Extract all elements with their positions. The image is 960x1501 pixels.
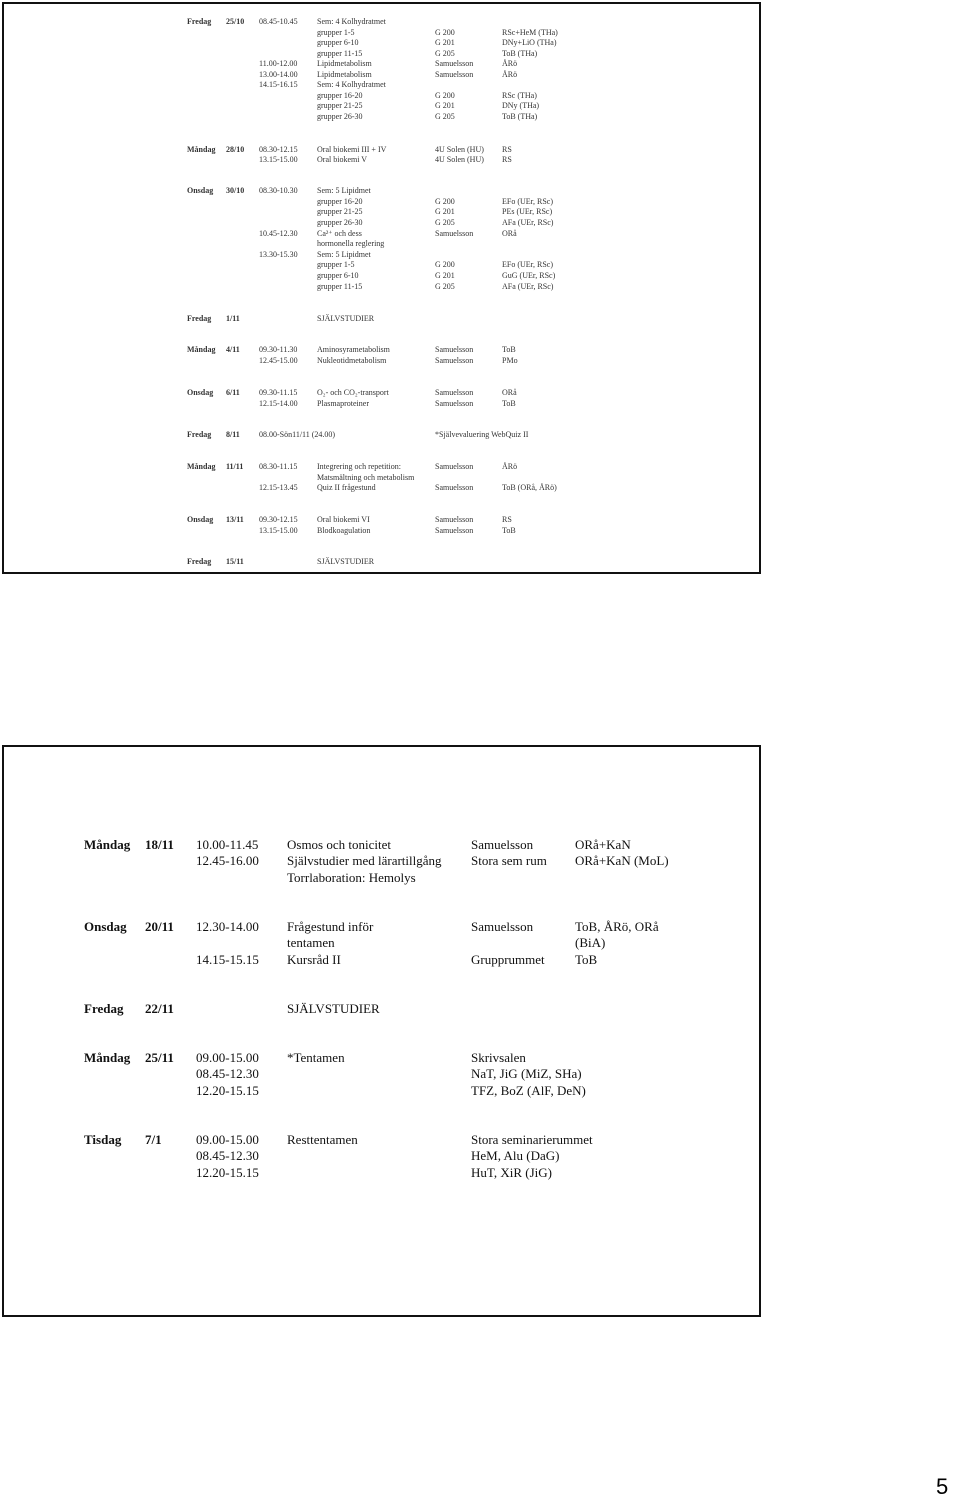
teacher-label: DNy+LiO (THa)	[502, 38, 557, 47]
activity-label: SJÄLVSTUDIER	[287, 1001, 380, 1016]
teacher-label: GuG (UEr, RSc)	[502, 271, 556, 280]
schedule-row	[4, 145, 759, 155]
room-label: HuT, XiR (JiG)	[471, 1165, 553, 1180]
room-label: TFZ, BoZ (AlF, DeN)	[471, 1083, 586, 1098]
activity-label: Torrlaboration: Hemolys	[287, 870, 416, 885]
teacher-label: ORå	[502, 388, 517, 397]
time-label: 08.45-10.45	[259, 17, 298, 26]
schedule-row	[4, 483, 759, 493]
teacher-label: ÅRö	[502, 59, 518, 68]
time-label: 12.20-15.15	[196, 1165, 259, 1180]
teacher-label: EFo (UEr, RSc)	[502, 197, 554, 206]
schedule-row	[4, 80, 759, 90]
schedule-row	[4, 557, 759, 567]
schedule-row	[4, 345, 759, 355]
schedule-row	[4, 260, 759, 270]
schedule-row	[4, 250, 759, 260]
day-label: Måndag	[187, 462, 216, 471]
room-label: Samuelsson	[435, 70, 474, 79]
day-label: Måndag	[187, 345, 216, 354]
schedule-slide-bottom	[2, 745, 761, 1317]
room-label: G 201	[435, 38, 455, 47]
teacher-label: (BiA)	[575, 935, 606, 950]
room-label: Samuelsson	[435, 345, 474, 354]
day-label: Måndag	[187, 145, 216, 154]
teacher-label: RS	[502, 145, 512, 154]
room-label: 4U Solen (HU)	[435, 155, 484, 164]
day-label: Måndag	[84, 837, 131, 852]
schedule-row	[4, 218, 759, 228]
schedule-row	[4, 1001, 759, 1017]
time-label: 13.30-15.30	[259, 250, 298, 259]
schedule-row	[4, 17, 759, 27]
date-label: 22/11	[145, 1001, 174, 1016]
room-label: Samuelsson	[435, 356, 474, 365]
time-label: 09.00-15.00	[196, 1050, 259, 1065]
time-label: 13.00-14.00	[259, 70, 298, 79]
schedule-row	[4, 837, 759, 853]
teacher-label: AFa (UEr, RSc)	[502, 218, 554, 227]
day-label: Fredag	[187, 314, 212, 323]
teacher-label: PEs (UEr, RSc)	[502, 207, 553, 216]
date-label: 20/11	[145, 919, 174, 934]
schedule-row	[4, 388, 759, 398]
date-label: 6/11	[226, 388, 240, 397]
activity-label: Sem: 4 Kolhydratmet	[317, 80, 386, 89]
time-label: 09.00-15.00	[196, 1132, 259, 1147]
room-label: G 200	[435, 28, 455, 37]
date-label: 15/11	[226, 557, 244, 566]
activity-label: Sem: 5 Lipidmet	[317, 250, 371, 259]
teacher-label: RS	[502, 515, 512, 524]
schedule-row	[4, 207, 759, 217]
date-label: 1/11	[226, 314, 240, 323]
room-label: G 200	[435, 260, 455, 269]
teacher-label: EFo (UEr, RSc)	[502, 260, 554, 269]
date-label: 18/11	[145, 837, 174, 852]
date-label: 25/10	[226, 17, 245, 26]
activity-label: Plasmaproteiner	[317, 399, 369, 408]
day-label: Onsdag	[187, 388, 214, 397]
time-label: 12.45-15.00	[259, 356, 298, 365]
activity-label: hormonella reglering	[317, 239, 385, 248]
schedule-row	[4, 59, 759, 69]
teacher-label: ORå	[502, 229, 517, 238]
time-label: 09.30-11.30	[259, 345, 298, 354]
schedule-row	[4, 239, 759, 249]
schedule-row	[4, 112, 759, 122]
day-label: Fredag	[84, 1001, 124, 1016]
schedule-row	[4, 952, 759, 968]
date-label: 4/11	[226, 345, 240, 354]
activity-label: O₂- och CO₂-transport	[317, 388, 389, 397]
schedule-row	[4, 197, 759, 207]
room-label: G 200	[435, 91, 455, 100]
time-label: 09.30-11.15	[259, 388, 298, 397]
room-label: Samuelsson	[435, 526, 474, 535]
time-label: 10.45-12.30	[259, 229, 298, 238]
teacher-label: RS	[502, 155, 512, 164]
day-label: Tisdag	[84, 1132, 122, 1147]
activity-label: Aminosyrametabolism	[317, 345, 390, 354]
time-label: 12.15-13.45	[259, 483, 298, 492]
room-label: HeM, Alu (DaG)	[471, 1148, 560, 1163]
schedule-row	[4, 1066, 759, 1082]
time-label: 12.20-15.15	[196, 1083, 259, 1098]
day-label: Fredag	[187, 430, 212, 439]
time-label: 13.15-15.00	[259, 526, 298, 535]
activity-label: Resttentamen	[287, 1132, 358, 1147]
day-label: Onsdag	[84, 919, 127, 934]
schedule-row	[4, 853, 759, 869]
date-label: 25/11	[145, 1050, 174, 1065]
schedule-row	[4, 229, 759, 239]
schedule-row	[4, 919, 759, 935]
schedule-row	[4, 870, 759, 886]
day-label: Fredag	[187, 557, 212, 566]
time-label: 12.45-16.00	[196, 853, 259, 868]
activity-label: Sem: 5 Lipidmet	[317, 186, 371, 195]
activity-label: Självstudier med lärartillgång	[287, 853, 442, 868]
activity-label: Matsmältning och metabolism	[317, 473, 415, 482]
room-label: G 200	[435, 197, 455, 206]
time-label: 12.15-14.00	[259, 399, 298, 408]
room-label: *Självevaluering WebQuiz II	[435, 430, 529, 439]
activity-label: grupper 21-25	[317, 207, 363, 216]
teacher-label: ToB	[502, 399, 516, 408]
schedule-row	[4, 101, 759, 111]
room-label: Samuelsson	[435, 388, 474, 397]
time-label: 08.30-12.15	[259, 145, 298, 154]
time-label: 14.15-16.15	[259, 80, 298, 89]
activity-label: grupper 6-10	[317, 38, 359, 47]
activity-label: grupper 11-15	[317, 49, 363, 58]
activity-label: grupper 1-5	[317, 260, 355, 269]
day-label: Fredag	[187, 17, 212, 26]
activity-label: grupper 1-5	[317, 28, 355, 37]
room-label: Samuelsson	[471, 919, 534, 934]
day-label: Måndag	[84, 1050, 131, 1065]
page-number: 5	[936, 1474, 949, 1499]
teacher-label: ToB (THa)	[502, 49, 538, 58]
activity-label: tentamen	[287, 935, 335, 950]
activity-label: grupper 21-25	[317, 101, 363, 110]
teacher-label: ToB	[502, 526, 516, 535]
time-label: 08.45-12.30	[196, 1148, 259, 1163]
activity-label: grupper 16-20	[317, 197, 363, 206]
date-label: 28/10	[226, 145, 245, 154]
activity-label: *Tentamen	[287, 1050, 345, 1065]
schedule-row	[4, 935, 759, 951]
activity-label: Quiz II frågestund	[317, 483, 376, 492]
activity-label: Oral biokemi VI	[317, 515, 370, 524]
room-label: Samuelsson	[435, 462, 474, 471]
teacher-label: ToB	[575, 952, 598, 967]
schedule-row	[4, 38, 759, 48]
schedule-row	[4, 1165, 759, 1181]
schedule-slide-top	[2, 2, 761, 574]
date-label: 7/1	[145, 1132, 162, 1147]
room-label: Samuelsson	[435, 515, 474, 524]
schedule-row	[4, 271, 759, 281]
room-label: G 205	[435, 49, 455, 58]
time-label: 08.45-12.30	[196, 1066, 259, 1081]
room-label: 4U Solen (HU)	[435, 145, 484, 154]
date-label: 11/11	[226, 462, 244, 471]
room-label: G 201	[435, 207, 455, 216]
activity-label: Oral biokemi III + IV	[317, 145, 387, 154]
schedule-row	[4, 1083, 759, 1099]
activity-label: Ca²⁺ och dess	[317, 229, 362, 238]
teacher-label: ToB, ÅRö, ORå	[575, 919, 659, 934]
time-label: 09.30-12.15	[259, 515, 298, 524]
schedule-row	[4, 1050, 759, 1066]
date-label: 13/11	[226, 515, 244, 524]
room-label: NaT, JiG (MiZ, SHa)	[471, 1066, 582, 1081]
teacher-label: ÅRö	[502, 70, 518, 79]
schedule-row	[4, 186, 759, 196]
room-label: G 201	[435, 271, 455, 280]
schedule-row	[4, 399, 759, 409]
time-label: 12.30-14.00	[196, 919, 259, 934]
room-label: Samuelsson	[435, 483, 474, 492]
date-label: 30/10	[226, 186, 245, 195]
activity-label: grupper 6-10	[317, 271, 359, 280]
time-label: 11.00-12.00	[259, 59, 298, 68]
teacher-label: ToB	[502, 345, 516, 354]
activity-label: grupper 16-20	[317, 91, 363, 100]
activity-label: Integrering och repetition:	[317, 462, 401, 471]
teacher-label: ORå+KaN (MoL)	[575, 853, 669, 868]
schedule-row	[4, 91, 759, 101]
schedule-row	[4, 473, 759, 483]
room-label: G 205	[435, 112, 455, 121]
activity-label: SJÄLVSTUDIER	[317, 557, 375, 566]
room-label: Samuelsson	[435, 229, 474, 238]
room-label: Stora seminarierummet	[471, 1132, 593, 1147]
room-label: Stora sem rum	[471, 853, 547, 868]
time-label: 10.00-11.45	[196, 837, 259, 852]
time-label: 14.15-15.15	[196, 952, 259, 967]
room-label: Grupprummet	[471, 952, 545, 967]
activity-label: grupper 26-30	[317, 218, 363, 227]
room-label: G 205	[435, 218, 455, 227]
activity-label: Kursråd II	[287, 952, 341, 967]
activity-label: Lipidmetabolism	[317, 70, 372, 79]
schedule-row	[4, 155, 759, 165]
day-label: Onsdag	[187, 186, 214, 195]
schedule-row	[4, 49, 759, 59]
teacher-label: RSc+HeM (THa)	[502, 28, 558, 37]
time-label: 08.30-11.15	[259, 462, 298, 471]
schedule-row	[4, 70, 759, 80]
schedule-row	[4, 1148, 759, 1164]
teacher-label: DNy (THa)	[502, 101, 540, 110]
activity-label: Lipidmetabolism	[317, 59, 372, 68]
time-label: 08.30-10.30	[259, 186, 298, 195]
room-label: Samuelsson	[471, 837, 534, 852]
teacher-label: PMo	[502, 356, 518, 365]
schedule-row	[4, 282, 759, 292]
time-label: 13.15-15.00	[259, 155, 298, 164]
schedule-row	[4, 314, 759, 324]
schedule-row	[4, 526, 759, 536]
teacher-label: ToB (THa)	[502, 112, 538, 121]
schedule-row	[4, 1132, 759, 1148]
teacher-label: AFa (UEr, RSc)	[502, 282, 554, 291]
teacher-label: RSc (THa)	[502, 91, 537, 100]
activity-label: Blodkoagulation	[317, 526, 371, 535]
teacher-label: ToB (ORå, ÅRö)	[502, 483, 557, 492]
time-label: 08.00-Sön11/11 (24.00)	[259, 430, 336, 439]
room-label: Samuelsson	[435, 399, 474, 408]
activity-label: grupper 26-30	[317, 112, 363, 121]
schedule-row	[4, 356, 759, 366]
activity-label: Frågestund inför	[287, 919, 374, 934]
day-label: Onsdag	[187, 515, 214, 524]
date-label: 8/11	[226, 430, 240, 439]
schedule-row	[4, 430, 759, 440]
schedule-row	[4, 462, 759, 472]
activity-label: Nukleotidmetabolism	[317, 356, 387, 365]
activity-label: SJÄLVSTUDIER	[317, 314, 375, 323]
schedule-row	[4, 28, 759, 38]
room-label: Samuelsson	[435, 59, 474, 68]
room-label: G 205	[435, 282, 455, 291]
schedule-row	[4, 515, 759, 525]
room-label: Skrivsalen	[471, 1050, 526, 1065]
activity-label: Oral biokemi V	[317, 155, 368, 164]
activity-label: Osmos och tonicitet	[287, 837, 391, 852]
room-label: G 201	[435, 101, 455, 110]
teacher-label: ORå+KaN	[575, 837, 631, 852]
activity-label: grupper 11-15	[317, 282, 363, 291]
activity-label: Sem: 4 Kolhydratmet	[317, 17, 386, 26]
teacher-label: ÅRö	[502, 462, 518, 471]
